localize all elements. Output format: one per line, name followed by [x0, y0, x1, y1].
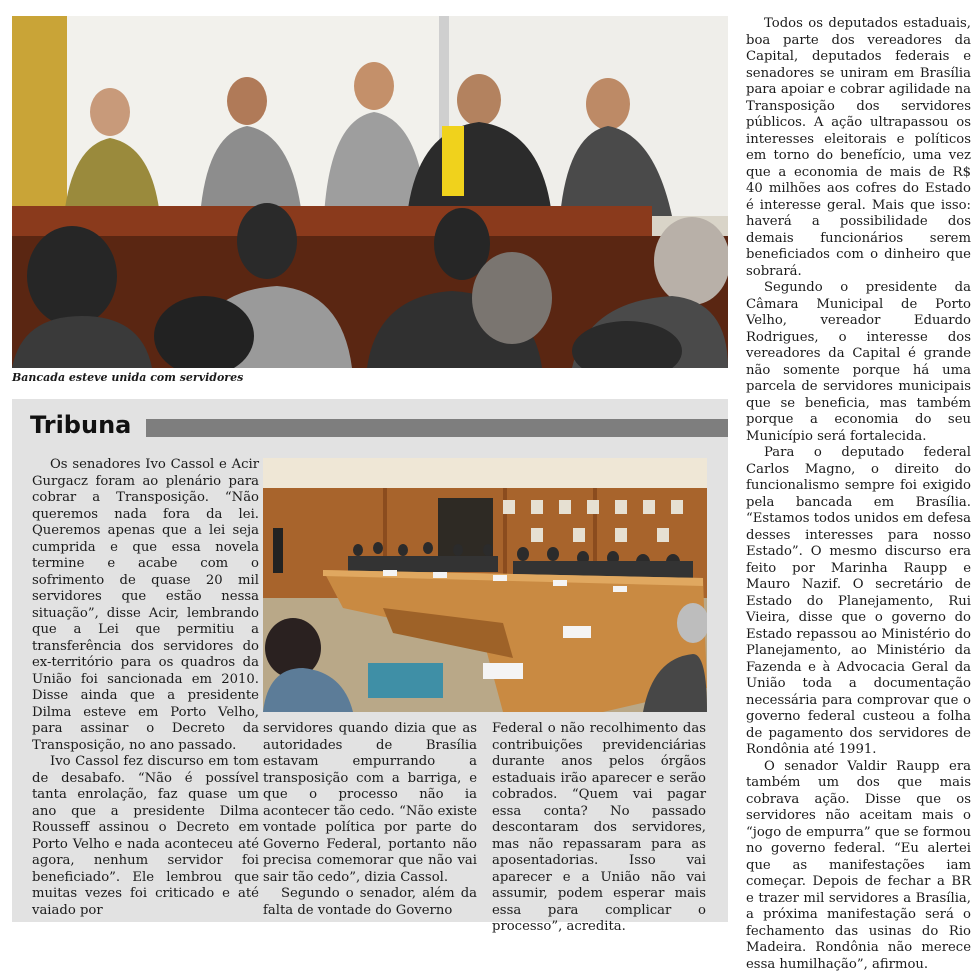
tribuna-column-1 — [32, 457, 259, 919]
paragraph: Federal o não recolhimento das contribuições previdenciárias durante anos pelos órgãos estaduais irão aparecer e serão cobrados. “Quem vai pagar essa conta? No passado descontaram dos servidores, mas não repassaram para as aposentadorias. Isso vai aparecer e a União não vai assumir, podem esperar mais essa para complicar o processo”, acredita. — [492, 721, 706, 936]
paragraph: Ivo Cassol fez discurso em tom de desabafo. “Não é possível tanta enrolação, faz quase um ano que a presidente Dilma Rousseff assinou o Decreto em Porto Velho e nada aconteceu até agora, nenhum servidor foi beneficiado”. Ele lembrou que muitas vezes foi criticado e até vaiado por — [32, 754, 259, 919]
paragraph: Segundo o presidente da Câmara Municipal de Porto Velho, vereador Eduardo Rodrigues, o interesse dos vereadores da Capital é grande não somente porque há uma parcela de servidores municipais que se beneficia, mas também porque a economia do seu Município será fortalecida. — [746, 280, 971, 445]
paragraph: O senador Valdir Raupp era também um dos que mais cobrava ação. Disse que os servidores não aceitam mais o “jogo de empurra” que se formou no governo federal. “Eu alertei que as manifestações iam começar. Depois de fechar a BR e trazer mil servidores a Brasília, a próxima manifestação será o fechamento das usinas do Rio Madeira. Rondônia não merece essa humilhação”, afirmou. — [746, 759, 971, 973]
paragraph: Para o deputado federal Carlos Magno, o direito do funcionalismo sempre foi exigido pela bancada em Brasília. “Estamos todos unidos em defesa desses interesses para nosso Estado”. O mesmo discurso era feito por Marinha Raupp e Mauro Nazif. O secretário de Estado do Planejamento, Rui Vieira, disse que o governo do Estado repassou ao Ministério do Planejamento, ao Ministério da Fazenda e à Advocacia Geral da União toda a documentação necessária para comprovar que o governo federal custeou a folha de pagamento dos servidores de Rondônia até 1991. — [746, 445, 971, 759]
meeting-photo — [263, 458, 707, 712]
photo-caption: Bancada esteve unida com servidores — [12, 370, 732, 386]
title-bar — [146, 419, 728, 437]
top-photo — [12, 16, 728, 368]
tribuna-box — [12, 399, 728, 922]
tribuna-column-2 — [263, 721, 477, 919]
paragraph: Todos os deputados estaduais, boa parte dos vereadores da Capital, deputados federais e senadores se uniram em Brasília para apoiar e cobrar agilidade na Transposição dos servidores públicos. A ação ultrapassou os interesses eleitorais e políticos em torno do benefício, uma vez que a economia de mais de R$ 40 milhões aos cofres do Estado é interesse geral. Mais que isso: haverá a possibilidade dos demais funcionários serem beneficiados com o dinheiro que sobrará. — [746, 16, 971, 280]
right-column — [746, 16, 971, 973]
paragraph: Os senadores Ivo Cassol e Acir Gurgacz foram ao plenário para cobrar a Transposição. “Não queremos nada fora da lei. Queremos apenas que a lei seja cumprida e que essa novela termine e acabe com o sofrimento de quase 20 mil servidores que estão nessa situação”, disse Acir, lembrando que a Lei que permitiu a transferência dos servidores do ex-território para os quadros da União foi sancionada em 2010. Disse ainda que a presidente Dilma esteve em Porto Velho, para assinar o Decreto da Transposição, no ano passado. — [32, 457, 259, 754]
tribuna-column-3 — [492, 721, 706, 936]
paragraph: Segundo o senador, além da falta de vontade do Governo — [263, 886, 477, 919]
paragraph: servidores quando dizia que as autoridades de Brasília estavam empurrando a transposição com a barriga, e que o processo não ia acontecer tão cedo. “Não existe vontade política por parte do Governo Federal, portanto não precisa comemorar que não vai sair tão cedo”, dizia Cassol. — [263, 721, 477, 886]
box-title: Tribuna — [30, 409, 131, 441]
